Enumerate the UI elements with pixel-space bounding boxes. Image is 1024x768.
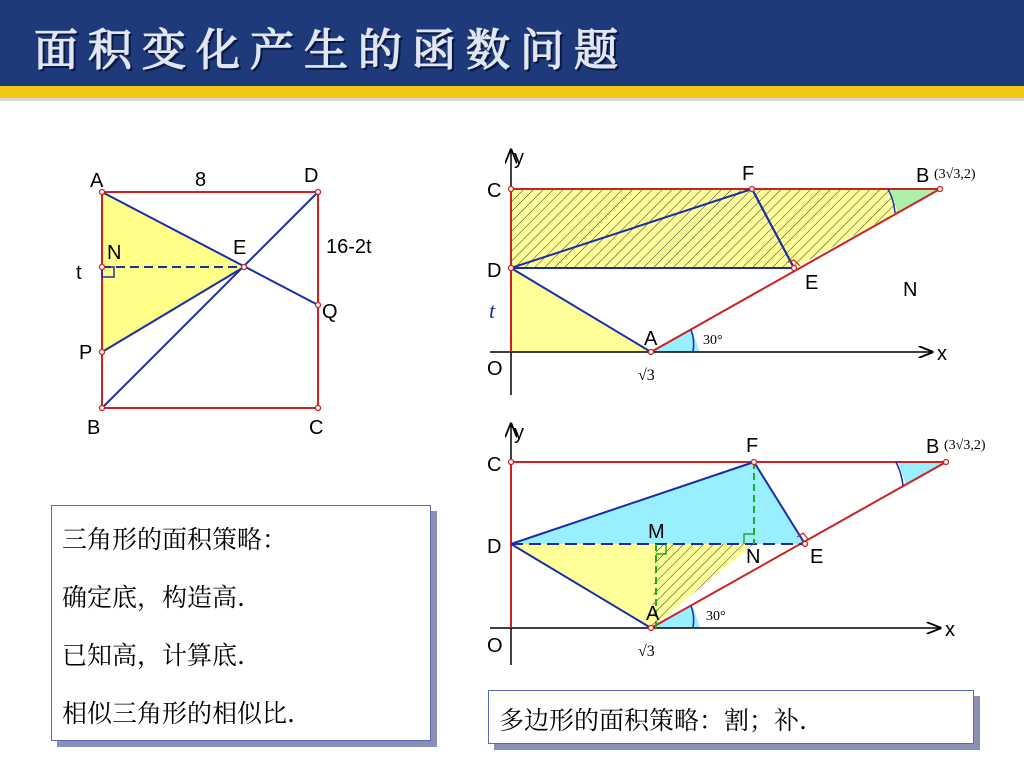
label-E: E — [233, 237, 247, 259]
strategy-line-3: 已知高，计算底. — [62, 641, 245, 670]
label-N: N — [107, 242, 122, 264]
label-D: D — [487, 260, 502, 282]
label-P: P — [79, 342, 93, 364]
label-M: M — [648, 521, 665, 543]
strategy-line-2: 确定底，构造高. — [62, 583, 245, 612]
label-y: y — [514, 147, 524, 169]
label-O: O — [487, 635, 503, 657]
page-title: 面积变化产生的函数问题 — [34, 25, 628, 76]
label-sqrt3: √3 — [638, 367, 655, 384]
strategy-line-4: 相似三角形的相似比. — [62, 699, 295, 728]
label-O: O — [487, 358, 503, 380]
label-A: A — [644, 328, 658, 350]
label-C: C — [487, 180, 502, 202]
label-E: E — [810, 546, 824, 568]
label-C: C — [487, 454, 502, 476]
label-E: E — [805, 272, 819, 294]
triangle-ape — [102, 192, 247, 352]
coordinate-figure-top — [487, 147, 976, 395]
label-angle: 30° — [703, 333, 723, 348]
label-D: D — [487, 536, 502, 558]
label-B: B — [87, 417, 101, 439]
label-t: t — [76, 262, 82, 284]
label-t: t — [489, 298, 496, 323]
polygon-strategy-box — [488, 690, 974, 744]
label-Q: Q — [322, 301, 338, 323]
polygon-strategy-text: 多边形的面积策略：割；补. — [499, 706, 807, 735]
label-top-8: 8 — [195, 169, 207, 191]
label-B: B — [926, 436, 940, 458]
label-A: A — [646, 603, 660, 625]
label-side: 16-2t — [326, 236, 372, 258]
label-B: B — [916, 165, 930, 187]
label-x: x — [945, 619, 955, 641]
label-x: x — [937, 343, 947, 365]
label-F: F — [742, 163, 755, 185]
triangle-strategy-box — [51, 505, 431, 741]
coordinate-figure-bottom — [487, 422, 986, 665]
label-y: y — [514, 422, 524, 444]
label-N: N — [903, 279, 918, 301]
label-F: F — [746, 435, 759, 457]
label-D: D — [304, 165, 319, 187]
label-N: N — [746, 546, 761, 568]
label-sqrt3: √3 — [638, 643, 655, 660]
label-A: A — [90, 170, 104, 192]
label-C: C — [309, 417, 324, 439]
label-angle: 30° — [706, 609, 726, 624]
square-figure — [76, 165, 372, 439]
label-B-coord: (3√3,2) — [934, 167, 976, 182]
label-B-coord: (3√3,2) — [944, 438, 986, 453]
strategy-line-1: 三角形的面积策略： — [62, 525, 288, 554]
